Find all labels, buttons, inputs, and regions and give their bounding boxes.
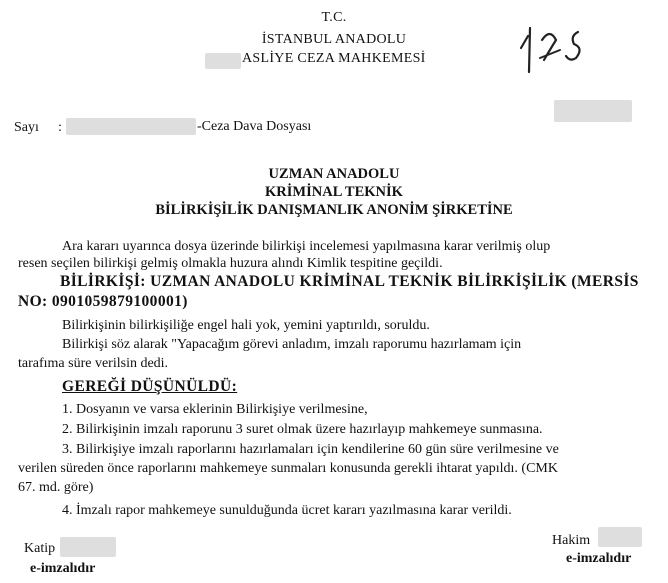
file-number-label: Sayı <box>14 120 39 135</box>
file-type: -Ceza Dava Dosyası <box>197 119 312 134</box>
decision-item-3-line-3: 67. md. göre) <box>18 480 94 495</box>
decision-item-3-line-1: 3. Bilirkişiye imzalı raporlarını hazırlamaları için kendilerine 60 gün süre verilmesine ve <box>62 442 559 457</box>
paragraph-2: Bilirkişinin bilirkişiliğe engel hali yok, yemini yaptırıldı, soruldu. <box>62 318 430 333</box>
decision-item-2: 2. Bilirkişinin imzalı raporunu 3 suret olmak üzere hazırlayıp mahkemeye sunmasına. <box>62 422 543 437</box>
header-court-city: İSTANBUL ANADOLU <box>261 32 407 47</box>
expert-line-2: NO: 0901059879100001) <box>18 293 188 310</box>
decision-title: GEREĞİ DÜŞÜNÜLDÜ: <box>62 378 238 395</box>
expert-line-1: BİLİRKİŞİ: UZMAN ANADOLU KRİMİNAL TEKNİK BİLİRKİŞİLİK (MERSİS <box>60 273 639 290</box>
redaction-date <box>554 100 632 122</box>
recipient-line-3: BİLİRKİŞİLİK DANIŞMANLIK ANONİM ŞİRKETİNE <box>155 202 513 218</box>
decision-item-4: 4. İmzalı rapor mahkemeye sunulduğunda ücret kararı yazılmasına karar verildi. <box>62 503 512 518</box>
header-tc: T.C. <box>321 10 347 25</box>
paragraph-1-line-2: resen seçilen bilirkişi gelmiş olmakla huzura alındı Kimlik tespitine geçildi. <box>18 256 443 271</box>
judge-label: Hakim <box>552 533 591 548</box>
decision-item-1: 1. Dosyanın ve varsa eklerinin Bilirkişiye verilmesine, <box>62 402 368 417</box>
clerk-label: Katip <box>24 541 56 556</box>
redaction-judge-name <box>598 527 642 547</box>
handwritten-annotation-icon <box>516 14 616 76</box>
redaction-court-number <box>205 53 241 69</box>
file-number-colon: : <box>58 120 62 135</box>
paragraph-1-line-1: Ara kararı uyarınca dosya üzerinde bilirkişi incelemesi yapılmasına karar verilmiş olup <box>62 239 551 254</box>
redaction-file-number <box>66 118 196 135</box>
header-court-name: ASLİYE CEZA MAHKEMESİ <box>242 51 426 66</box>
paragraph-3-line-1: Bilirkişi söz alarak "Yapacağım görevi anladım, imzalı raporumu hazırlamam için <box>62 337 522 352</box>
decision-item-3-line-2: verilen süreden önce raporlarını mahkemeye sunmaları konusunda gerekli ihtarat yapıldı. (CMK <box>18 461 558 476</box>
clerk-esign: e-imzalıdır <box>30 561 96 576</box>
recipient-line-1: UZMAN ANADOLU <box>268 166 400 182</box>
paragraph-3-line-2: tarafıma süre verilsin dedi. <box>18 356 169 371</box>
judge-esign: e-imzalıdır <box>566 551 632 566</box>
recipient-line-2: KRİMİNAL TEKNİK <box>265 184 403 200</box>
redaction-clerk-name <box>60 537 116 557</box>
